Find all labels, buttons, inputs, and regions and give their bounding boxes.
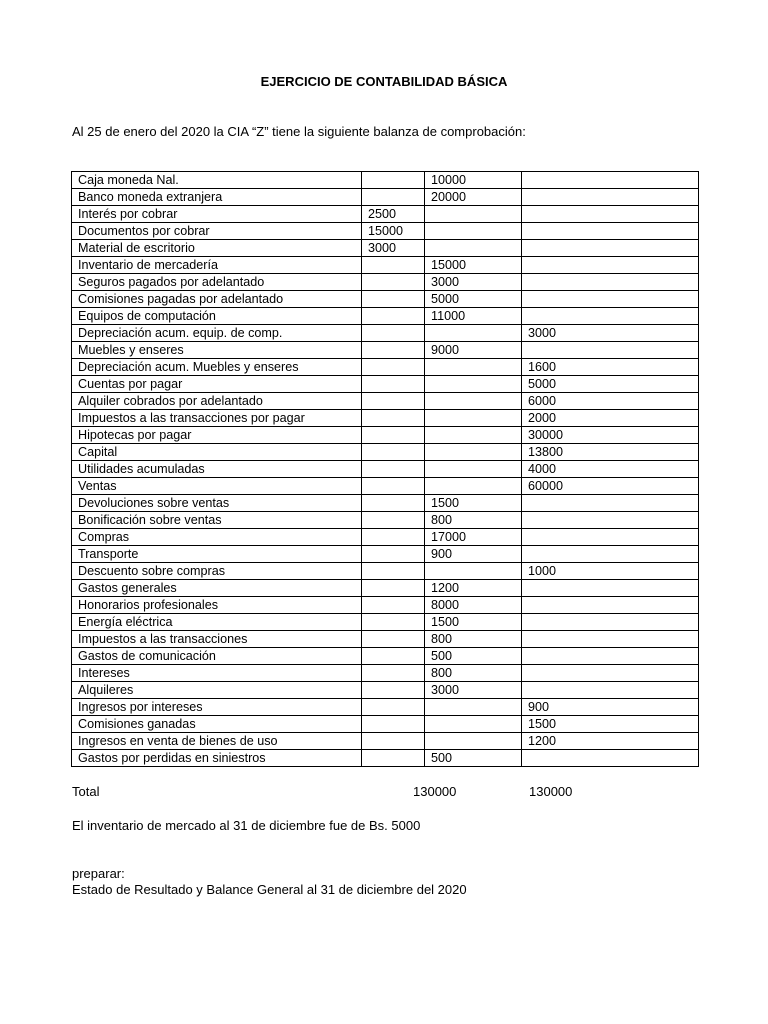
table-row bbox=[72, 223, 699, 240]
column-1-cell bbox=[362, 750, 425, 767]
table-row bbox=[72, 376, 699, 393]
account-name-cell: Compras bbox=[72, 529, 362, 546]
column-3-cell bbox=[522, 682, 699, 699]
column-1-cell bbox=[362, 597, 425, 614]
table-row bbox=[72, 580, 699, 597]
account-name-cell: Alquiler cobrados por adelantado bbox=[72, 393, 362, 410]
column-3-cell: 30000 bbox=[522, 427, 699, 444]
column-2-cell bbox=[425, 376, 522, 393]
account-name-cell: Transporte bbox=[72, 546, 362, 563]
table-row bbox=[72, 699, 699, 716]
table-row bbox=[72, 665, 699, 682]
account-name-cell: Interés por cobrar bbox=[72, 206, 362, 223]
account-name-cell: Utilidades acumuladas bbox=[72, 461, 362, 478]
table-row bbox=[72, 631, 699, 648]
column-2-cell: 900 bbox=[425, 546, 522, 563]
column-2-cell: 10000 bbox=[425, 172, 522, 189]
column-3-cell bbox=[522, 648, 699, 665]
column-2-cell: 3000 bbox=[425, 682, 522, 699]
table-row bbox=[72, 648, 699, 665]
column-2-cell bbox=[425, 427, 522, 444]
column-3-cell bbox=[522, 614, 699, 631]
account-name-cell: Banco moneda extranjera bbox=[72, 189, 362, 206]
column-2-cell: 1200 bbox=[425, 580, 522, 597]
table-row bbox=[72, 189, 699, 206]
column-1-cell bbox=[362, 274, 425, 291]
prepare-instruction: Estado de Resultado y Balance General al 31 de diciembre del 2020 bbox=[72, 882, 467, 897]
table-row bbox=[72, 478, 699, 495]
column-1-cell bbox=[362, 393, 425, 410]
column-3-cell bbox=[522, 257, 699, 274]
column-3-cell bbox=[522, 172, 699, 189]
account-name-cell: Comisiones ganadas bbox=[72, 716, 362, 733]
column-1-cell bbox=[362, 257, 425, 274]
column-3-cell bbox=[522, 665, 699, 682]
column-1-cell bbox=[362, 172, 425, 189]
column-1-cell bbox=[362, 580, 425, 597]
account-name-cell: Bonificación sobre ventas bbox=[72, 512, 362, 529]
trial-balance-table bbox=[71, 171, 699, 767]
account-name-cell: Comisiones pagadas por adelantado bbox=[72, 291, 362, 308]
column-1-cell bbox=[362, 461, 425, 478]
column-3-cell bbox=[522, 631, 699, 648]
column-3-cell bbox=[522, 223, 699, 240]
table-row bbox=[72, 597, 699, 614]
inventory-note: El inventario de mercado al 31 de diciembre fue de Bs. 5000 bbox=[72, 818, 421, 833]
column-1-cell bbox=[362, 189, 425, 206]
column-1-cell bbox=[362, 495, 425, 512]
column-3-cell: 1200 bbox=[522, 733, 699, 750]
column-2-cell: 500 bbox=[425, 648, 522, 665]
column-2-cell: 800 bbox=[425, 512, 522, 529]
column-2-cell bbox=[425, 733, 522, 750]
account-name-cell: Capital bbox=[72, 444, 362, 461]
column-2-cell bbox=[425, 716, 522, 733]
column-1-cell bbox=[362, 342, 425, 359]
total-credit: 130000 bbox=[529, 784, 573, 799]
column-2-cell: 9000 bbox=[425, 342, 522, 359]
table-row bbox=[72, 342, 699, 359]
column-1-cell bbox=[362, 682, 425, 699]
column-3-cell: 1500 bbox=[522, 716, 699, 733]
table-row bbox=[72, 206, 699, 223]
trial-balance-body bbox=[72, 172, 699, 767]
table-row bbox=[72, 308, 699, 325]
column-1-cell bbox=[362, 733, 425, 750]
account-name-cell: Gastos de comunicación bbox=[72, 648, 362, 665]
column-2-cell: 17000 bbox=[425, 529, 522, 546]
column-1-cell bbox=[362, 529, 425, 546]
account-name-cell: Muebles y enseres bbox=[72, 342, 362, 359]
account-name-cell: Energía eléctrica bbox=[72, 614, 362, 631]
column-1-cell bbox=[362, 699, 425, 716]
account-name-cell: Material de escritorio bbox=[72, 240, 362, 257]
column-3-cell bbox=[522, 750, 699, 767]
column-2-cell bbox=[425, 359, 522, 376]
table-row bbox=[72, 325, 699, 342]
column-3-cell bbox=[522, 529, 699, 546]
column-3-cell: 4000 bbox=[522, 461, 699, 478]
column-3-cell bbox=[522, 240, 699, 257]
column-1-cell bbox=[362, 308, 425, 325]
account-name-cell: Alquileres bbox=[72, 682, 362, 699]
table-row bbox=[72, 291, 699, 308]
column-1-cell bbox=[362, 614, 425, 631]
account-name-cell: Devoluciones sobre ventas bbox=[72, 495, 362, 512]
column-1-cell bbox=[362, 427, 425, 444]
table-row bbox=[72, 257, 699, 274]
column-2-cell bbox=[425, 240, 522, 257]
account-name-cell: Gastos por perdidas en siniestros bbox=[72, 750, 362, 767]
table-row bbox=[72, 716, 699, 733]
column-3-cell bbox=[522, 291, 699, 308]
column-1-cell bbox=[362, 359, 425, 376]
column-1-cell bbox=[362, 410, 425, 427]
account-name-cell: Ventas bbox=[72, 478, 362, 495]
account-name-cell: Ingresos en venta de bienes de uso bbox=[72, 733, 362, 750]
table-row bbox=[72, 563, 699, 580]
column-1-cell bbox=[362, 478, 425, 495]
account-name-cell: Ingresos por intereses bbox=[72, 699, 362, 716]
column-1-cell: 2500 bbox=[362, 206, 425, 223]
column-2-cell bbox=[425, 444, 522, 461]
column-1-cell bbox=[362, 444, 425, 461]
total-debit: 130000 bbox=[413, 784, 457, 799]
column-3-cell: 1600 bbox=[522, 359, 699, 376]
account-name-cell: Gastos generales bbox=[72, 580, 362, 597]
column-3-cell: 1000 bbox=[522, 563, 699, 580]
intro-text: Al 25 de enero del 2020 la CIA “Z” tiene la siguiente balanza de comprobación: bbox=[72, 124, 526, 139]
column-1-cell bbox=[362, 665, 425, 682]
account-name-cell: Documentos por cobrar bbox=[72, 223, 362, 240]
column-2-cell: 3000 bbox=[425, 274, 522, 291]
column-3-cell: 2000 bbox=[522, 410, 699, 427]
table-row bbox=[72, 750, 699, 767]
account-name-cell: Intereses bbox=[72, 665, 362, 682]
table-row bbox=[72, 393, 699, 410]
column-2-cell: 11000 bbox=[425, 308, 522, 325]
prepare-label: preparar: bbox=[72, 866, 125, 881]
column-2-cell bbox=[425, 461, 522, 478]
table-row bbox=[72, 614, 699, 631]
column-2-cell: 5000 bbox=[425, 291, 522, 308]
column-3-cell bbox=[522, 597, 699, 614]
column-1-cell bbox=[362, 291, 425, 308]
column-2-cell: 15000 bbox=[425, 257, 522, 274]
column-1-cell bbox=[362, 546, 425, 563]
table-row bbox=[72, 529, 699, 546]
account-name-cell: Caja moneda Nal. bbox=[72, 172, 362, 189]
column-3-cell bbox=[522, 206, 699, 223]
total-label: Total bbox=[72, 784, 100, 799]
account-name-cell: Equipos de computación bbox=[72, 308, 362, 325]
account-name-cell: Hipotecas por pagar bbox=[72, 427, 362, 444]
column-2-cell: 1500 bbox=[425, 495, 522, 512]
column-2-cell: 800 bbox=[425, 665, 522, 682]
column-3-cell bbox=[522, 546, 699, 563]
column-2-cell bbox=[425, 325, 522, 342]
table-row bbox=[72, 274, 699, 291]
account-name-cell: Seguros pagados por adelantado bbox=[72, 274, 362, 291]
column-1-cell bbox=[362, 563, 425, 580]
account-name-cell: Depreciación acum. Muebles y enseres bbox=[72, 359, 362, 376]
column-1-cell bbox=[362, 631, 425, 648]
column-2-cell bbox=[425, 223, 522, 240]
column-1-cell bbox=[362, 325, 425, 342]
table-row bbox=[72, 512, 699, 529]
account-name-cell: Cuentas por pagar bbox=[72, 376, 362, 393]
column-3-cell: 6000 bbox=[522, 393, 699, 410]
account-name-cell: Impuestos a las transacciones bbox=[72, 631, 362, 648]
account-name-cell: Honorarios profesionales bbox=[72, 597, 362, 614]
document-title: EJERCICIO DE CONTABILIDAD BÁSICA bbox=[260, 74, 508, 89]
column-1-cell: 15000 bbox=[362, 223, 425, 240]
column-2-cell: 1500 bbox=[425, 614, 522, 631]
column-2-cell: 8000 bbox=[425, 597, 522, 614]
column-3-cell: 3000 bbox=[522, 325, 699, 342]
table-row bbox=[72, 461, 699, 478]
column-3-cell bbox=[522, 495, 699, 512]
column-3-cell: 900 bbox=[522, 699, 699, 716]
table-row bbox=[72, 359, 699, 376]
column-3-cell bbox=[522, 580, 699, 597]
table-row bbox=[72, 410, 699, 427]
account-name-cell: Depreciación acum. equip. de comp. bbox=[72, 325, 362, 342]
column-3-cell bbox=[522, 189, 699, 206]
column-1-cell bbox=[362, 512, 425, 529]
column-2-cell bbox=[425, 699, 522, 716]
table-row bbox=[72, 495, 699, 512]
account-name-cell: Impuestos a las transacciones por pagar bbox=[72, 410, 362, 427]
column-2-cell bbox=[425, 410, 522, 427]
table-row bbox=[72, 546, 699, 563]
column-2-cell bbox=[425, 478, 522, 495]
table-row bbox=[72, 444, 699, 461]
column-3-cell: 60000 bbox=[522, 478, 699, 495]
column-1-cell bbox=[362, 716, 425, 733]
table-row bbox=[72, 427, 699, 444]
table-row bbox=[72, 682, 699, 699]
account-name-cell: Inventario de mercadería bbox=[72, 257, 362, 274]
column-2-cell: 800 bbox=[425, 631, 522, 648]
column-3-cell: 5000 bbox=[522, 376, 699, 393]
column-1-cell bbox=[362, 648, 425, 665]
table-row bbox=[72, 240, 699, 257]
column-2-cell bbox=[425, 206, 522, 223]
column-2-cell bbox=[425, 563, 522, 580]
account-name-cell: Descuento sobre compras bbox=[72, 563, 362, 580]
column-3-cell bbox=[522, 512, 699, 529]
column-2-cell: 500 bbox=[425, 750, 522, 767]
table-row bbox=[72, 172, 699, 189]
column-3-cell bbox=[522, 342, 699, 359]
column-1-cell bbox=[362, 376, 425, 393]
table-row bbox=[72, 733, 699, 750]
column-3-cell: 13800 bbox=[522, 444, 699, 461]
column-2-cell: 20000 bbox=[425, 189, 522, 206]
column-1-cell: 3000 bbox=[362, 240, 425, 257]
column-3-cell bbox=[522, 274, 699, 291]
column-3-cell bbox=[522, 308, 699, 325]
column-2-cell bbox=[425, 393, 522, 410]
